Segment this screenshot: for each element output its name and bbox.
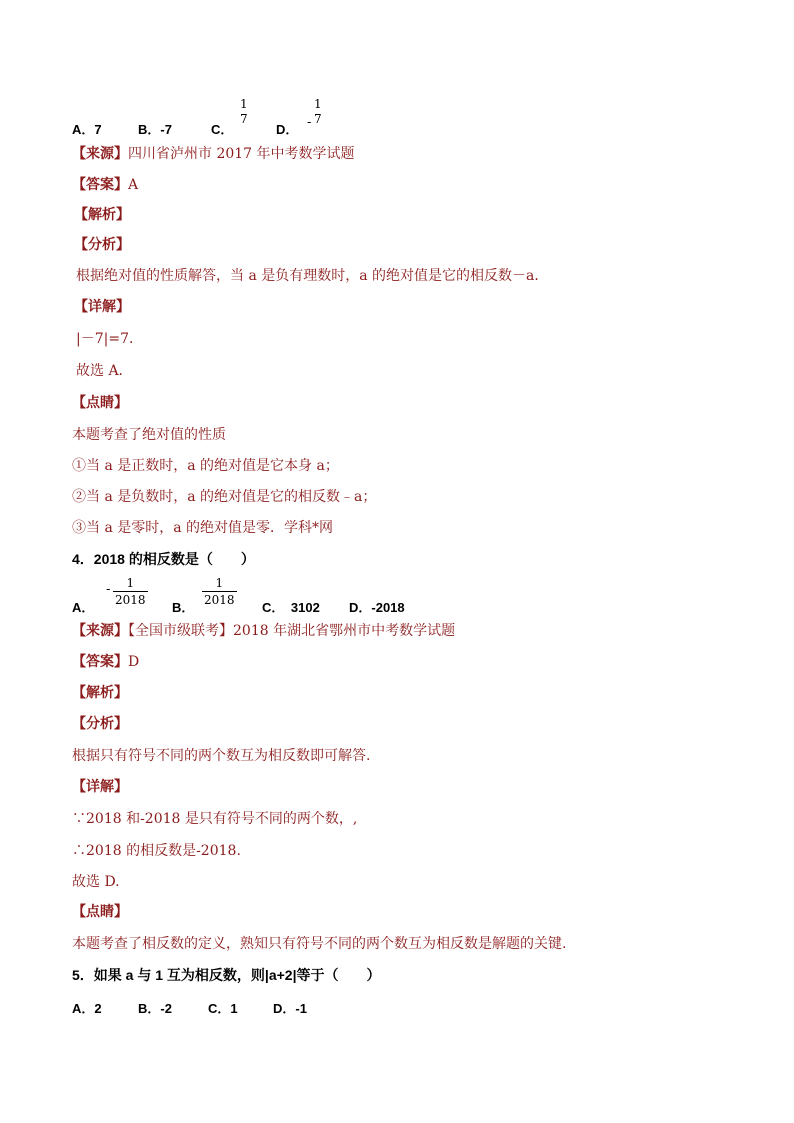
- q4-option-a-label: A．: [72, 600, 95, 615]
- q3-detail-line-1: |－7|=7．: [76, 331, 143, 347]
- q3-comment-line-4: ③当 a 是零时，a 的绝对值是零．学科*网: [72, 520, 334, 536]
- q3-source-line: [72, 145, 355, 163]
- fraction-denominator: 2018: [204, 593, 235, 607]
- answer-text: D: [128, 654, 140, 670]
- q3-fenxi-tag: 【分析】: [74, 237, 130, 253]
- q3-fenxi-text: 根据绝对值的性质解答，当 a 是负有理数时，a 的绝对值是它的相反数－a．: [76, 268, 549, 284]
- fraction-bar: [113, 591, 148, 592]
- answer-tag: 【答案】: [72, 177, 128, 193]
- q4-source-line: [72, 622, 455, 640]
- source-text: 四川省泸州市 2017 年中考数学试题: [128, 146, 355, 162]
- answer-text: A: [128, 177, 139, 193]
- q4-option-a-sign: -: [106, 582, 111, 597]
- q4-fenxi-text: 根据只有符号不同的两个数互为相反数即可解答.: [72, 748, 371, 764]
- source-tag: 【来源】: [72, 623, 128, 639]
- q4-option-d: D．-2018: [349, 600, 405, 615]
- fraction-denominator: 7: [314, 112, 322, 126]
- q3-option-d-sign: -: [307, 115, 312, 130]
- q3-option-c-fraction: [238, 97, 250, 126]
- q4-detail-tag: 【详解】: [72, 779, 128, 795]
- fraction-numerator: 1: [240, 97, 248, 111]
- q4-option-b-label: B．: [172, 600, 195, 615]
- source-text: 【全国市级联考】2018 年湖北省鄂州市中考数学试题: [128, 623, 456, 639]
- q5-option-d: D．-1: [273, 1001, 307, 1016]
- q3-option-a: A．7: [72, 122, 102, 137]
- fraction-numerator: 1: [314, 97, 322, 111]
- q4-option-b-fraction: [202, 576, 237, 607]
- q4-detail-line-2: ∴2018 的相反数是-2018.: [72, 843, 241, 859]
- q3-comment-line-1: 本题考查了绝对值的性质: [72, 427, 226, 443]
- q3-comment-line-2: ①当 a 是正数时，a 的绝对值是它本身 a；: [72, 458, 339, 474]
- q3-option-d-fraction: [312, 97, 324, 126]
- q3-option-d-label: D．: [276, 122, 299, 137]
- q4-analysis-tag: 【解析】: [72, 685, 128, 701]
- q3-option-c-label: C．: [211, 122, 234, 137]
- q3-comment-tag: 【点睛】: [72, 395, 128, 411]
- q4-answer-line: [72, 653, 139, 671]
- q4-comment-line-1: 本题考查了相反数的定义，熟知只有符号不同的两个数互为相反数是解题的关键.: [72, 936, 567, 952]
- fraction-denominator: 7: [240, 112, 248, 126]
- q3-detail-line-2: 故选 A．: [76, 363, 133, 379]
- q4-option-a-fraction: [113, 576, 148, 607]
- q4-detail-line-1: ∵2018 和-2018 是只有符号不同的两个数，,: [72, 811, 358, 827]
- q5-option-c: C．1: [208, 1001, 238, 1016]
- q3-answer-line: [72, 176, 138, 194]
- fraction-denominator: 2018: [115, 593, 146, 607]
- q4-comment-tag: 【点睛】: [72, 904, 128, 920]
- q3-comment-line-3: ②当 a 是负数时，a 的绝对值是它的相反数﹣a；: [72, 489, 377, 505]
- fraction-numerator: 1: [126, 576, 135, 590]
- q3-analysis-tag: 【解析】: [74, 207, 130, 223]
- q5-question: 5．如果 a 与 1 互为相反数，则|a+2|等于（ ）: [72, 967, 381, 983]
- q4-question: 4．2018 的相反数是（ ）: [72, 551, 255, 567]
- q3-option-b: B．-7: [138, 122, 172, 137]
- q5-option-a: A．2: [72, 1001, 102, 1016]
- q4-fenxi-tag: 【分析】: [72, 716, 128, 732]
- q5-option-b: B．-2: [138, 1001, 172, 1016]
- fraction-numerator: 1: [215, 576, 224, 590]
- fraction-bar: [202, 591, 237, 592]
- q4-detail-line-3: 故选 D.: [72, 874, 120, 890]
- q3-detail-tag: 【详解】: [74, 299, 130, 315]
- source-tag: 【来源】: [72, 146, 128, 162]
- answer-tag: 【答案】: [72, 654, 128, 670]
- q4-option-c: C． 3102: [262, 600, 320, 615]
